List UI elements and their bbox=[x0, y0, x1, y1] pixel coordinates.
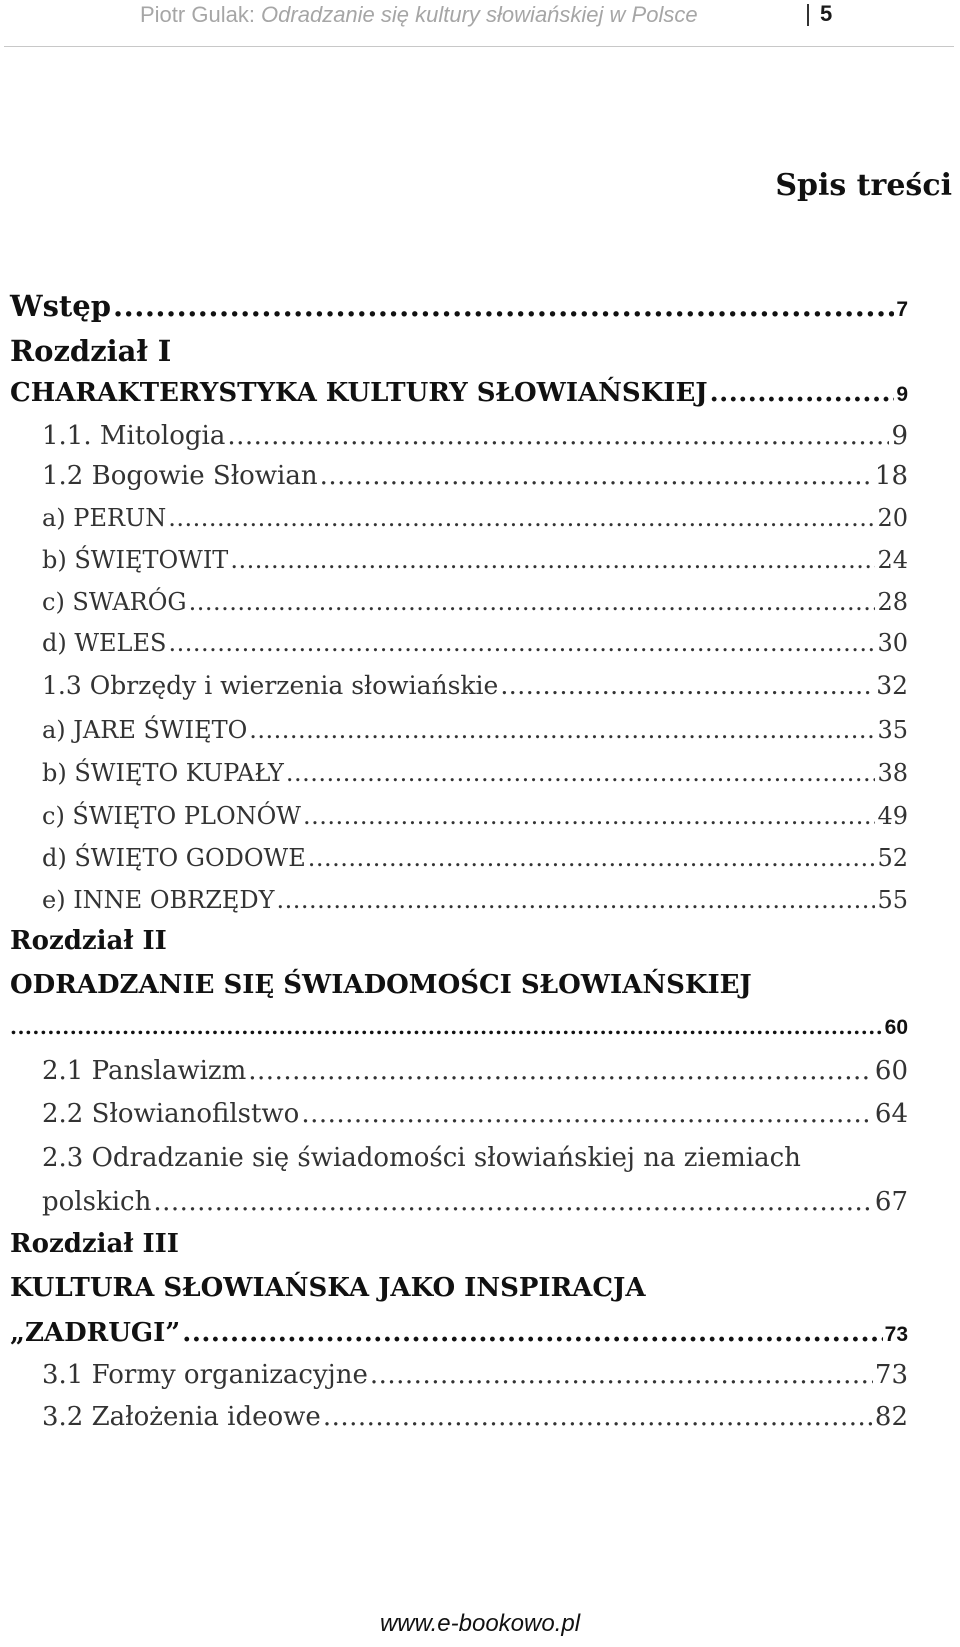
toc-entry-label: polskich bbox=[42, 1187, 152, 1217]
dot-leader bbox=[710, 380, 895, 406]
toc-entry-page: 38 bbox=[877, 759, 908, 787]
chapter-2-heading: Rozdział II bbox=[10, 926, 167, 956]
toc-entry-page: 60 bbox=[874, 1056, 908, 1086]
toc-entry-label: b) ŚWIĘTOWIT bbox=[42, 546, 229, 574]
dot-leader bbox=[248, 1058, 873, 1084]
toc-entry-page: 64 bbox=[874, 1099, 908, 1129]
toc-entry-1-3-c[interactable] bbox=[42, 804, 908, 828]
dot-leader bbox=[277, 888, 876, 912]
toc-entry-1-2[interactable] bbox=[42, 463, 908, 489]
toc-entry-label: 1.2 Bogowie Słowian bbox=[42, 461, 318, 491]
header-author: Piotr Gulak: bbox=[140, 2, 262, 27]
toc-entry-page: 35 bbox=[877, 716, 908, 744]
toc-entry-page: 7 bbox=[896, 298, 908, 321]
toc-entry-2-2[interactable] bbox=[42, 1101, 908, 1127]
dot-leader bbox=[320, 463, 873, 489]
toc-entry-label: c) ŚWIĘTO PLONÓW bbox=[42, 802, 301, 830]
toc-entry-label: 3.2 Założenia ideowe bbox=[42, 1402, 321, 1432]
toc-entry-2-1[interactable] bbox=[42, 1058, 908, 1084]
toc-entry-wstep[interactable] bbox=[10, 289, 908, 323]
toc-entry-chapter-1-title[interactable] bbox=[10, 380, 908, 406]
toc-entry-label: a) PERUN bbox=[42, 504, 167, 532]
toc-entry-label: 1.1. Mitologia bbox=[42, 421, 226, 451]
dot-leader bbox=[153, 1189, 873, 1215]
running-header bbox=[0, 0, 960, 50]
dot-leader bbox=[168, 506, 875, 530]
toc-entry-1-3[interactable] bbox=[42, 673, 908, 698]
toc-entry-1-2-d[interactable] bbox=[42, 631, 908, 655]
dot-leader bbox=[10, 1017, 883, 1037]
chapter-2-title[interactable]: ODRADZANIE SIĘ ŚWIADOMOŚCI SŁOWIAŃSKIEJ bbox=[10, 970, 752, 1000]
toc-entry-chapter-3-title[interactable] bbox=[10, 1320, 908, 1346]
toc-entry-label: a) JARE ŚWIĘTO bbox=[42, 716, 248, 744]
toc-entry-2-3-line-1[interactable]: 2.3 Odradzanie się świadomości słowiańskiej na ziemiach bbox=[42, 1143, 801, 1173]
toc-entry-label: 3.1 Formy organizacyjne bbox=[42, 1360, 368, 1390]
dot-leader bbox=[500, 673, 874, 698]
toc-entry-label: Wstęp bbox=[10, 289, 112, 323]
dot-leader bbox=[308, 846, 876, 870]
toc-entry-page: 82 bbox=[874, 1402, 908, 1432]
dot-leader bbox=[370, 1362, 873, 1388]
toc-entry-label: c) SWARÓG bbox=[42, 588, 187, 616]
toc-entry-chapter-2-page[interactable] bbox=[10, 1017, 908, 1038]
dot-leader bbox=[113, 292, 894, 321]
toc-entry-page: 18 bbox=[874, 461, 908, 491]
toc-entry-1-2-b[interactable] bbox=[42, 548, 908, 572]
toc-entry-page: 9 bbox=[896, 383, 908, 406]
toc-entry-page: 55 bbox=[877, 886, 908, 914]
toc-entry-page: 30 bbox=[877, 629, 908, 657]
running-header-title bbox=[140, 2, 698, 28]
toc-entry-label: d) ŚWIĘTO GODOWE bbox=[42, 844, 306, 872]
toc-entry-page: 28 bbox=[877, 588, 908, 616]
chapter-3-title-line-1[interactable]: KULTURA SŁOWIAŃSKA JAKO INSPIRACJA bbox=[10, 1273, 646, 1303]
toc-entry-label: „ZADRUGI” bbox=[10, 1318, 181, 1348]
toc-entry-1-2-c[interactable] bbox=[42, 590, 908, 614]
dot-leader bbox=[182, 1320, 882, 1346]
dot-leader bbox=[227, 423, 889, 449]
toc-entry-label: CHARAKTERYSTYKA KULTURY SŁOWIAŃSKIEJ bbox=[10, 378, 708, 408]
toc-entry-page: 32 bbox=[876, 671, 908, 700]
toc-entry-page: 20 bbox=[877, 504, 908, 532]
toc-entry-1-3-b[interactable] bbox=[42, 761, 908, 785]
toc-entry-1-3-a[interactable] bbox=[42, 718, 908, 742]
toc-entry-page: 24 bbox=[877, 546, 908, 574]
header-book-title: Odradzanie się kultury słowiańskiej w Polsce bbox=[261, 2, 698, 27]
toc-entry-1-2-a[interactable] bbox=[42, 506, 908, 530]
chapter-1-heading: Rozdział I bbox=[10, 334, 172, 368]
header-separator bbox=[807, 4, 809, 26]
toc-entry-3-1[interactable] bbox=[42, 1362, 908, 1388]
toc-entry-page: 73 bbox=[874, 1360, 908, 1390]
dot-leader bbox=[286, 761, 876, 785]
dot-leader bbox=[303, 804, 875, 828]
dot-leader bbox=[168, 631, 875, 655]
toc-entry-1-3-e[interactable] bbox=[42, 888, 908, 912]
toc-entry-label: 2.1 Panslawizm bbox=[42, 1056, 247, 1086]
toc-entry-label: 2.2 Słowianofilstwo bbox=[42, 1099, 300, 1129]
toc-entry-label: b) ŚWIĘTO KUPAŁY bbox=[42, 759, 284, 787]
toc-entry-page: 60 bbox=[884, 1016, 908, 1039]
toc-entry-1-1[interactable] bbox=[42, 423, 908, 449]
toc-entry-page: 9 bbox=[891, 421, 908, 451]
dot-leader bbox=[189, 590, 876, 614]
toc-entry-page: 73 bbox=[884, 1323, 908, 1346]
toc-entry-page: 49 bbox=[877, 802, 908, 830]
toc-entry-label: e) INNE OBRZĘDY bbox=[42, 886, 275, 914]
header-page-number: 5 bbox=[820, 1, 833, 26]
toc-entry-label: 1.3 Obrzędy i wierzenia słowiańskie bbox=[42, 671, 499, 700]
toc-entry-2-3[interactable] bbox=[42, 1189, 908, 1215]
dot-leader bbox=[249, 718, 875, 742]
chapter-3-heading: Rozdział III bbox=[10, 1229, 179, 1259]
dot-leader bbox=[301, 1101, 873, 1127]
toc-entry-1-3-d[interactable] bbox=[42, 846, 908, 870]
dot-leader bbox=[230, 548, 875, 572]
footer-url[interactable]: www.e-bookowo.pl bbox=[379, 1610, 581, 1637]
toc-entry-page: 67 bbox=[874, 1187, 908, 1217]
header-rule bbox=[4, 46, 954, 47]
page-title: Spis treści bbox=[775, 168, 952, 203]
toc-entry-label: d) WELES bbox=[42, 629, 167, 657]
toc-entry-page: 52 bbox=[877, 844, 908, 872]
dot-leader bbox=[323, 1404, 873, 1430]
toc-entry-3-2[interactable] bbox=[42, 1404, 908, 1430]
